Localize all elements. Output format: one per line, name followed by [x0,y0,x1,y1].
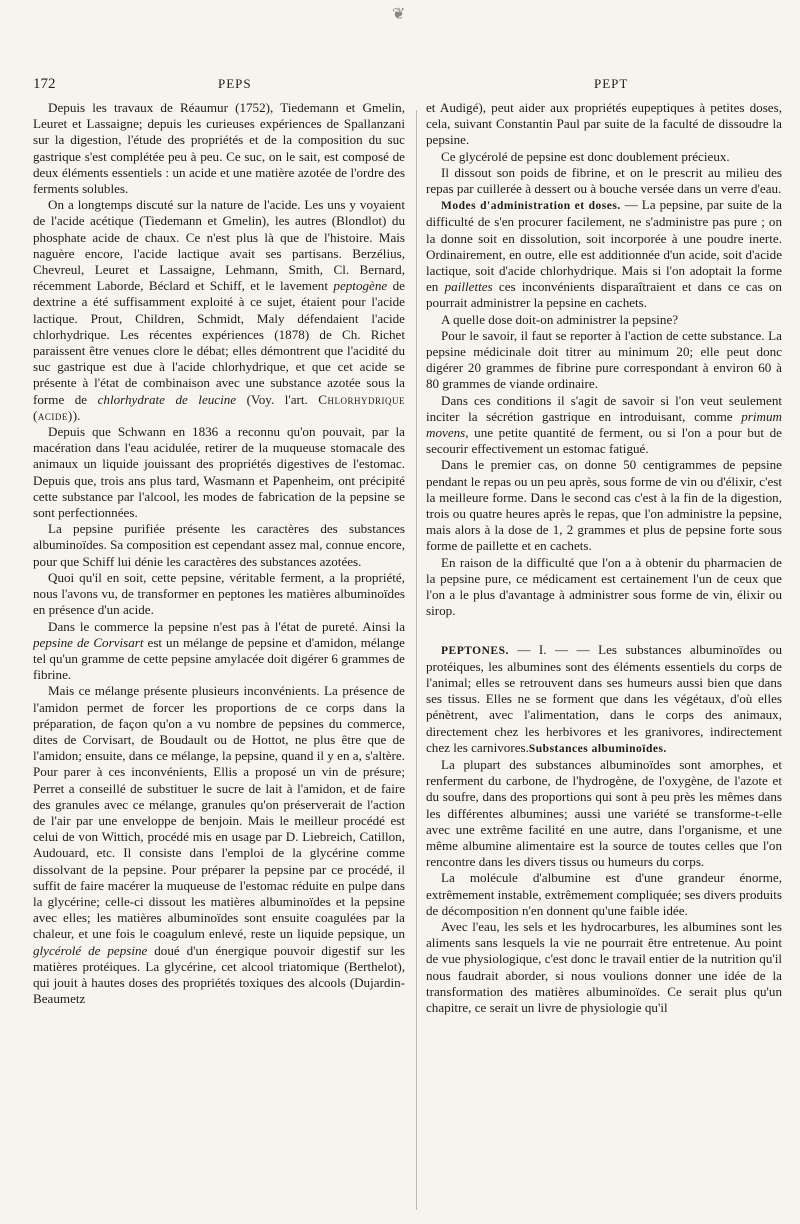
text-run: Dans ces conditions il s'agit de savoir si l'on veut seulement inciter la sécrétion gastrique en introduisant, comme [426,392,782,424]
text-run: La pepsine purifiée présente les caractères des substances albuminoïdes. Sa composition est cependant assez mal, connue encore, pour que Schiff lui dénie les caractères des substances azotées. [33,521,405,569]
paragraph [426,100,782,149]
paragraph [426,870,782,919]
text-run: (Voy. l'art. [236,391,319,407]
paragraph [426,642,782,757]
text-run: — Les substances albuminoïdes ou protéiques, les albumines sont des éléments essentiels du corps de l'animal; elles se retrouvent dans ses humeurs aussi bien que dans ses tissus. Elles ne se forment que dans les végétaux, d'où elles pénètrent, avec l'alimentation, dans le corps des animaux, directement chez les herbivores et les granivores, indirectement chez les carnivores. [426,641,782,755]
paragraph [426,393,782,458]
paragraph [33,424,405,521]
text-run: de dextrine a été suffisamment exploité à ce sujet, étaient pour l'acide lactique. Prout, Children, Schmidt, Maly défendaient l'acide chlorhydrique. Les récentes expériences (1878) de Ch. Richet paraissent être venues clore le débat; elles démontrent que l'acidité du suc gastrique est due à l'acide chlorhydrique, et que cet acide se présente à l'état de combinaison avec une substance azotée sous la forme de [33,278,405,407]
paragraph [33,521,405,570]
paragraph [33,197,405,424]
text-run: La molécule d'albumine est d'une grandeur énorme, extrêmement instable, extrêmement compliquée; ses divers produits de décomposition n'en donnent qu'une faible idée. [426,870,782,918]
right-column [426,100,782,1016]
paragraph [426,757,782,870]
running-head-left: PEPS [218,76,252,91]
paragraph [33,683,405,1007]
column-divider [416,110,417,1210]
paragraph [426,149,782,165]
text-run: ces inconvénients disparaîtraient et dans ce cas on pourrait administrer la pepsine en cachets. [426,279,782,311]
text-run: doué d'un énergique pouvoir digestif sur les matières protéiques. La glycérine, cet alcool triatomique (Berthelot), qui jouit à hautes doses des propriétés toxiques des alcools (Dujardin-Beaumetz [33,942,405,1007]
text-run: — La pepsine, par suite de la difficulté de s'en procurer facilement, ne s'administre pas pure ; on la donne soit en dissolution, soit incorporée à une poudre inerte. Ordinairement, en outre, elle est additionnée d'un acide, soit d'acide lactique, soit d'acide chlorhydrique. Mais si l'on adoptait la forme en [426,197,782,295]
heading-run: PEPTONES. [441,644,509,657]
running-head-right: PEPT [594,76,629,91]
text-run: Mais ce mélange présente plusieurs inconvénients. La présence de l'amidon permet de forcer les proportions de ce corps dans la préparation, de façon qu'on a vu nombre de pepsines du commerce, dites de Corvisart, de Boudault ou de Hottot, ne plus être que de l'amidon; ensuite, dans ce mélange, la pepsine, quand il y en a, s'altère. Pour parer à ces inconvénients, Ellis a proposé un vin de présure; Perret a conseillé de substituer le sucre de lait à l'amidon, et de faire des granules avec ce mélange, granules qu'on préserverait de l'action de l'air par une enveloppe de benjoin. Mais le meilleur procédé est celui de von Wittich, procédé mis en usage par D. Liebreich, Catillon, Audouard, etc. Il consiste dans l'emploi de la glycérine comme dissolvant de la pepsine. Pour préparer la pepsine par ce procédé, il suffit de faire macérer la muqueuse de l'estomac réduite en pulpe dans la glycérine; celle-ci dissout les matières albuminoïdes et la pepsine avec elles; les matières albuminoïdes sont ensuite coagulées par la chaleur, et une fois le coagulum enlevé, reste un liquide pepsique, un [33,683,405,942]
paragraph [426,328,782,393]
text-run: et Audigé), peut aider aux propriétés eupeptiques à petites doses, cela, suivant Constantin Paul par suite de la faculté de dissoudre la pepsine. [426,100,782,148]
heading-run: Modes d'administration et doses. [441,200,621,213]
text-run: Dans le premier cas, on donne 50 centigrammes de pepsine pendant le repas ou un peu après, sous forme de vin ou d'élixir, c'est la meilleure forme. Dans le second cas c'est à la fin de la digestion, trois ou quatre heures après le repas, que l'on administre la pepsine, mais alors à la dose de 1, 2 grammes et plus de pepsine forte sous forme de paillette et en cachets. [426,457,782,554]
paragraph [33,570,405,619]
text-run: On a longtemps discuté sur la nature de l'acide. Les uns y voyaient de l'acide acétique (Tiedemann et Gmelin), les autres (Blondlot) du phosphate acide de chaux. Ce n'est plus là que de l'histoire. Mais naguère encore, l'acide lactique avait ses partisans. Berzélius, Chevreul, Leuret et Lassaigne, Lehmann, Smith, Cl. Bernard, récemment Laborde, Béclard et Schiff, et le lavement [33,197,405,294]
paragraph [426,555,782,620]
text-run: ). [72,407,81,423]
paragraph [426,919,782,1016]
text-run: , une petite quantité de ferment, ou si l'on a pour but de secourir effectivement un estomac fatigué. [426,425,782,457]
italic-run: pepsine de Corvisart [33,634,144,650]
paragraph [426,312,782,328]
paragraph [33,100,405,197]
left-column [33,100,405,1007]
text-run: Quoi qu'il en soit, cette pepsine, véritable ferment, a la propriété, nous l'avons vu, de transformer en peptones les matières albuminoïdes en présence d'un acide. [33,569,405,618]
text-run: Depuis les travaux de Réaumur (1752), Tiedemann et Gmelin, Leuret et Lassaigne; depuis les curieuses expériences de Spallanzani sur la digestion, l'étude des propriétés et de la composition du suc gastrique s'est complétée peu à peu. Ce suc, on le sait, est composé de deux éléments essentiels : un acide et une matière azotée de l'ordre des ferments solubles. [33,100,405,197]
text-run: Avec l'eau, les sels et les hydrocarbures, les albumines sont les aliments sans lesquels la vie ne pourrait être entretenue. Au point de vue physiologique, c'est donc le travail entier de la nutrition qu'il nous faudrait aborder, si nous voulions donner une idée de la transformation des matières albuminoïdes. Ce serait plus qu'un chapitre, ce serait un livre de physiologie qu'il [426,918,782,1015]
text-run: En raison de la difficulté que l'on a à obtenir du pharmacien de la pepsine pure, ce médicament est certainement l'un de ceux que l'on a le plus d'avantage à administrer sous forme de vin, élixir ou sirop. [426,554,782,619]
paragraph [426,197,782,311]
text-run: Pour le savoir, il faut se reporter à l'action de cette substance. La pepsine médicinale doit titrer au minimum 20; elle peut donc digérer 20 grammes de fibrine pure correspondant à environ 60 à 80 grammes de viande ordinaire. [426,327,782,392]
italic-run: glycérolé de pepsine [33,942,148,958]
paragraph [426,165,782,197]
top-ornament: ❦ [392,6,406,23]
text-run: La plupart des substances albuminoïdes sont amorphes, et renferment du carbone, de l'hydrogène, de l'oxygène, de l'azote et du soufre, dans des proportions qui sont à peu près les mêmes dans les différentes albumines; aussi une variété se transforme-t-elle avec une extrême facilité en une autre, dans l'organisme, et une même albumine alimentaire est la source de toutes celles que l'on rencontre dans les divers tissus ou humeurs du corps. [426,756,782,870]
text-run: — I. — [508,641,577,657]
italic-run: paillettes [444,279,493,295]
italic-run: primum movens [426,408,782,441]
text-run: A quelle dose doit-on administrer la pepsine? [441,311,679,327]
heading-run: Substances albuminoïdes. [528,742,667,755]
text-run: est un mélange de pepsine et d'amidon, mélange tel qu'un gramme de cette pepsine amylacée doit digérer 6 grammes de fibrine. [33,634,405,683]
paragraph [33,619,405,684]
smallcaps-run: Chlorhydrique (acide) [33,391,406,423]
paragraph [426,457,782,554]
text-run: Il dissout son poids de fibrine, et on le prescrit au milieu des repas par cuillerée à dessert ou à bouche versée dans un verre d'eau. [426,164,782,197]
italic-run: peptogène [333,278,388,294]
text-run: Ce glycérolé de pepsine est donc doublement précieux. [441,148,730,164]
text-run: Dans le commerce la pepsine n'est pas à l'état de pureté. Ainsi la [48,618,405,634]
text-run: Depuis que Schwann en 1836 a reconnu qu'on pouvait, par la macération dans l'eau acidulée, retirer de la muqueuse stomacale des animaux un liquide jouissant des propriétés digestives de l'estomac. Depuis que, trois ans plus tard, Wasmann et Papenheim, ont précipité cette substance par l'alcool, les modes de fabrication de la pepsine se sont perfectionnées. [33,424,405,521]
page-number: 172 [33,76,56,92]
italic-run: chlorhydrate de leucine [97,391,237,407]
